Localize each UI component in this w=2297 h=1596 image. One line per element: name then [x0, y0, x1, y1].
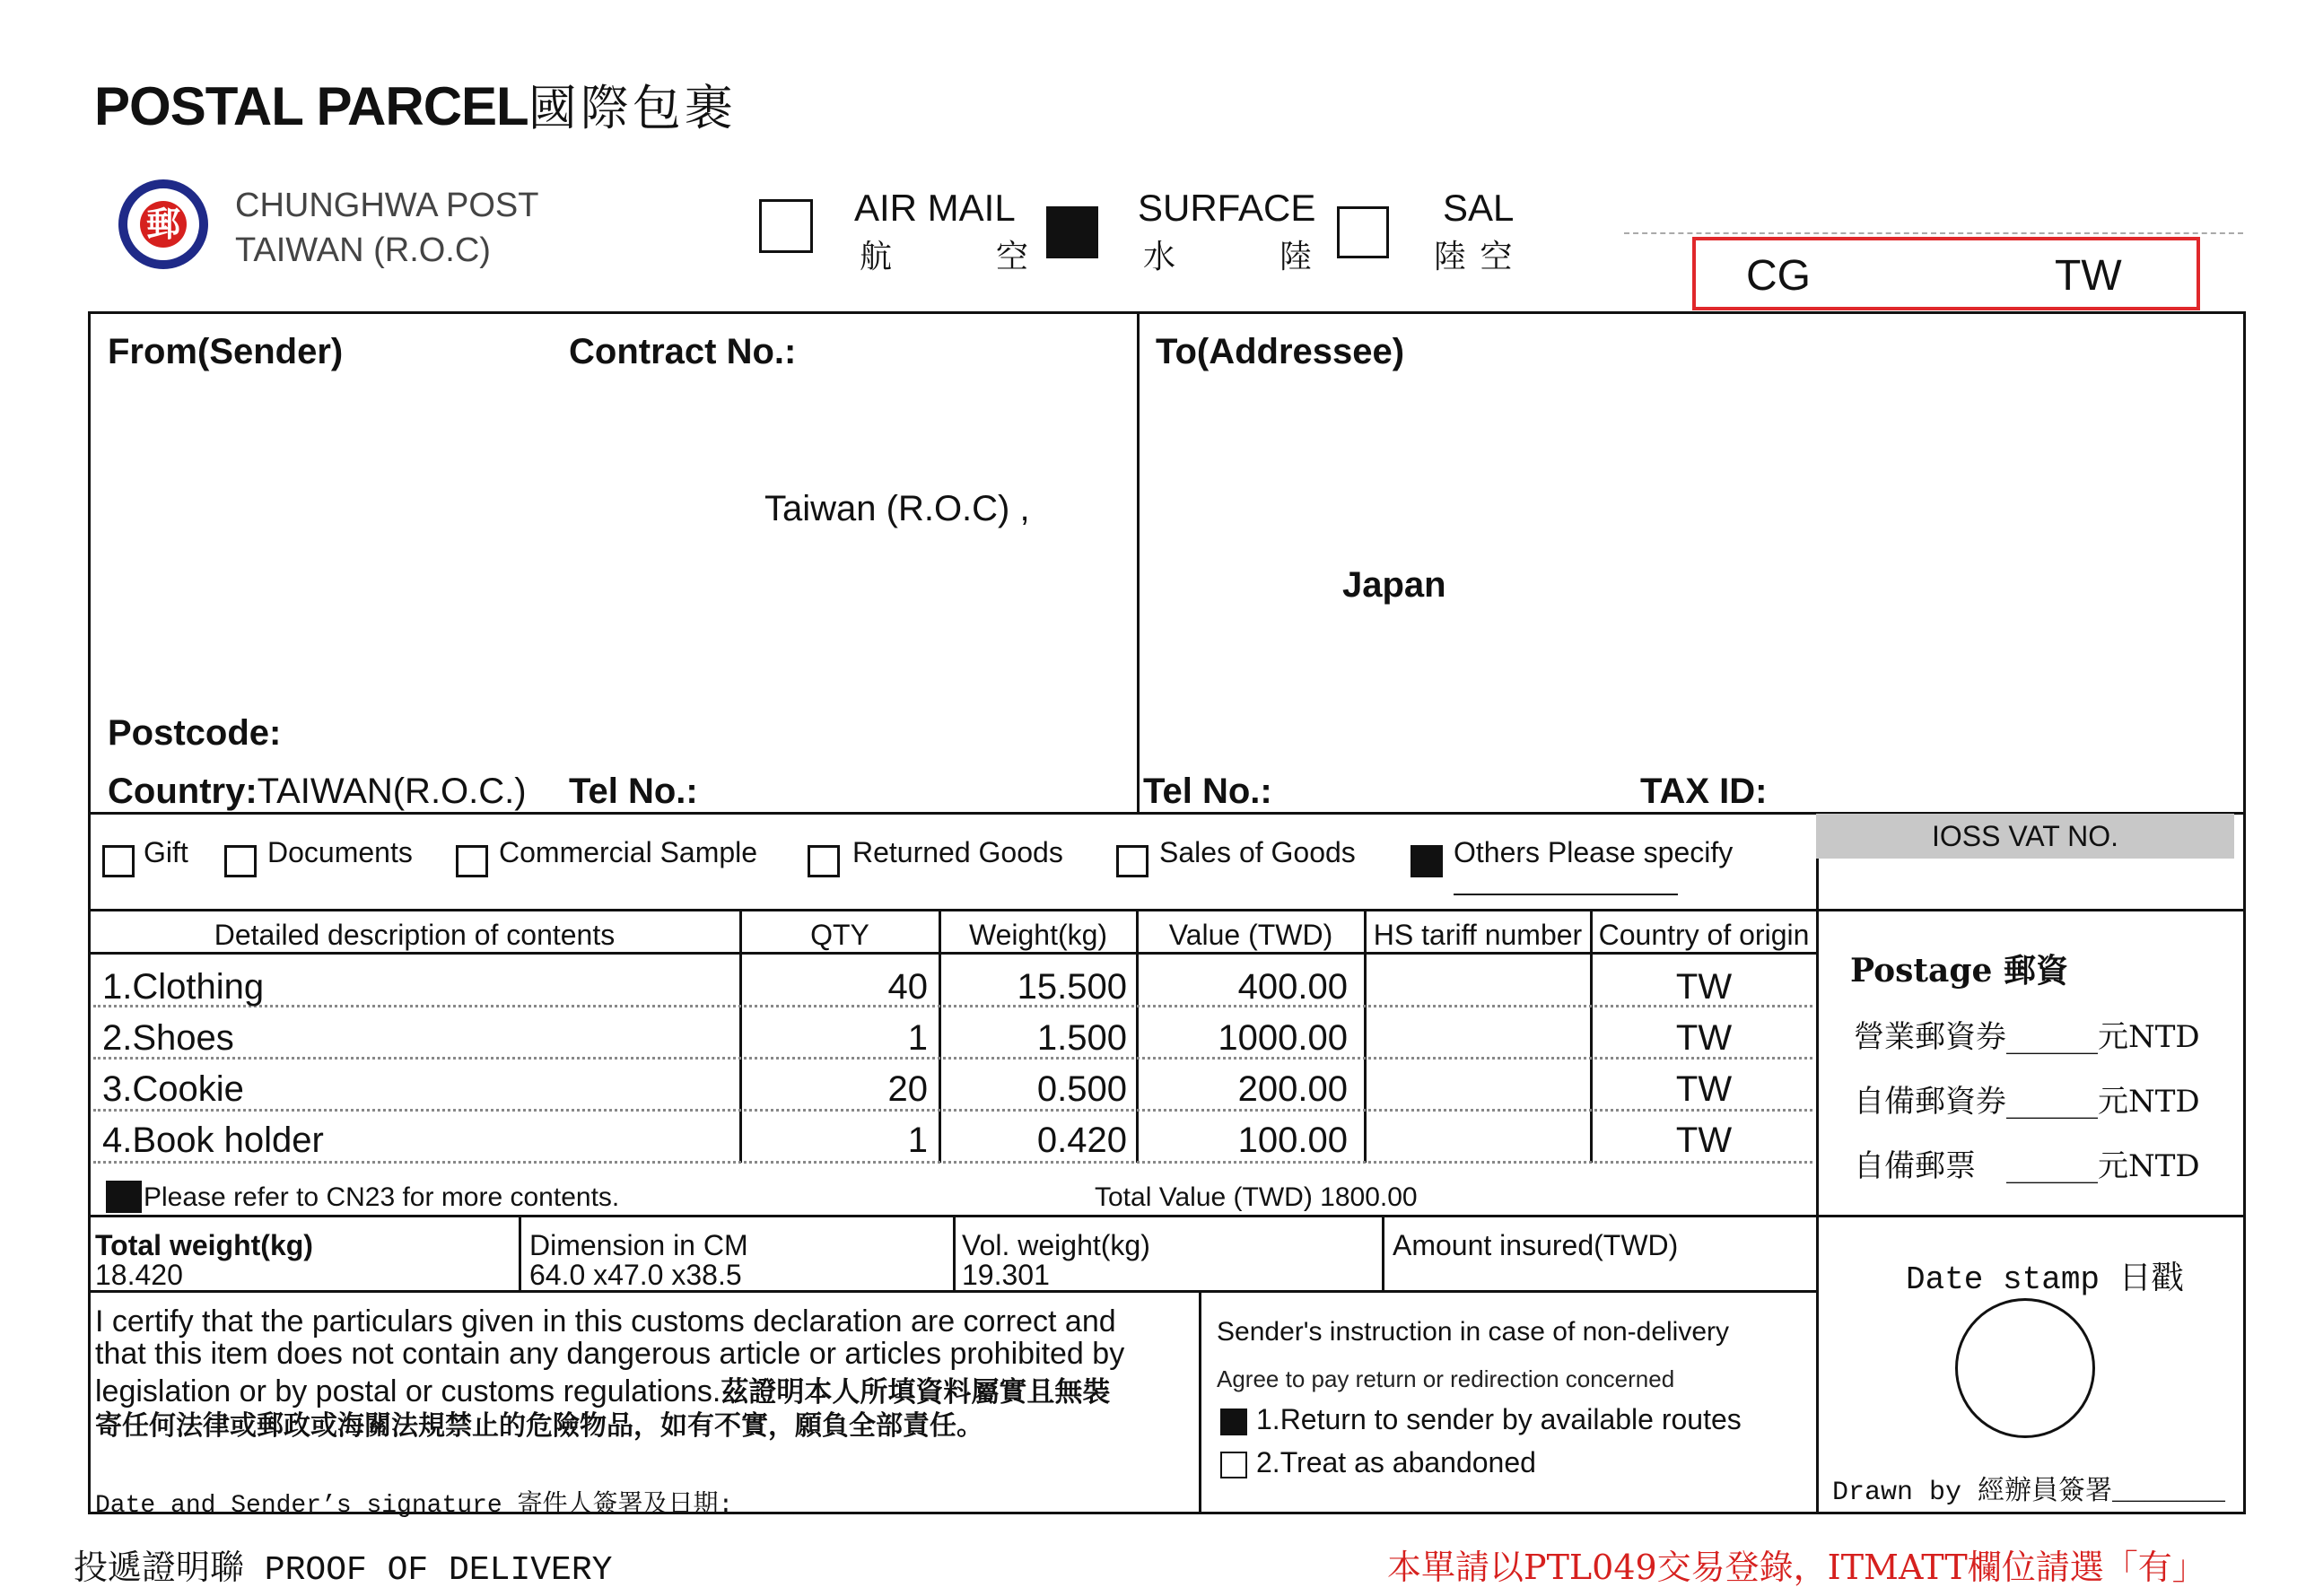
- sales-of-goods-checkbox[interactable]: [1116, 845, 1148, 877]
- row-value[interactable]: 400.00: [1237, 967, 1348, 1007]
- dimension-value[interactable]: 64.0 x47.0 x38.5: [529, 1259, 742, 1291]
- postage-line-3[interactable]: 自備郵票 ______元NTD: [1854, 1148, 2200, 1184]
- column-header-qty: QTY: [810, 919, 869, 951]
- country-value: TAIWAN(R.O.C.): [257, 772, 527, 811]
- documents-checkbox[interactable]: [224, 845, 257, 877]
- row-description[interactable]: 4.Book holder: [102, 1121, 324, 1160]
- date-stamp-circle[interactable]: [1955, 1298, 2095, 1438]
- airmail-checkbox[interactable]: [759, 199, 813, 253]
- commercial-sample-label: Commercial Sample: [499, 836, 758, 868]
- airmail-label: AIR MAIL: [854, 187, 1016, 229]
- tax-id-label: TAX ID:: [1640, 772, 1768, 811]
- row-qty[interactable]: 1: [907, 1121, 928, 1160]
- form-title: [94, 70, 737, 139]
- postage-line-1[interactable]: 營業郵資券______元NTD: [1854, 1019, 2200, 1055]
- total-value: Total Value (TWD) 1800.00: [1095, 1182, 1418, 1212]
- country-label: Country:: [108, 772, 258, 811]
- documents-label: Documents: [267, 836, 413, 868]
- row-value[interactable]: 100.00: [1237, 1121, 1348, 1160]
- postage-heading: Postage 郵資: [1850, 952, 2068, 990]
- row-weight[interactable]: 0.420: [1036, 1121, 1127, 1160]
- surface-checkbox[interactable]: [1046, 206, 1098, 258]
- instructions-heading: Sender's instruction in case of non-delivery: [1217, 1317, 1730, 1347]
- row-weight[interactable]: 15.500: [1017, 967, 1127, 1007]
- row-origin[interactable]: TW: [1675, 967, 1733, 1007]
- refer-cn23-note: Please refer to CN23 for more contents.: [144, 1182, 620, 1212]
- row-value[interactable]: 1000.00: [1218, 1018, 1348, 1058]
- row-qty[interactable]: 1: [907, 1018, 928, 1058]
- returned-goods-label: Returned Goods: [852, 836, 1063, 868]
- row-description[interactable]: 2.Shoes: [102, 1018, 234, 1058]
- treat-abandoned-label: 2.Treat as abandoned: [1256, 1446, 1536, 1478]
- form-title-en: POSTAL PARCEL: [94, 76, 528, 136]
- postcode-label: Postcode:: [108, 713, 282, 753]
- column-header-description: Detailed description of contents: [214, 919, 616, 951]
- sender-country: [108, 772, 527, 812]
- form-title-zh: 國際包裹: [528, 80, 737, 136]
- gift-checkbox[interactable]: [102, 845, 135, 877]
- sender-address-line[interactable]: Taiwan (R.O.C) ,: [764, 489, 1030, 528]
- returned-goods-checkbox[interactable]: [808, 845, 840, 877]
- others-specify-line[interactable]: [1454, 894, 1678, 895]
- logo-glyph: 郵: [140, 201, 187, 248]
- tracking-dashed-line: [1624, 232, 2243, 234]
- row-value[interactable]: 200.00: [1237, 1069, 1348, 1109]
- certify-line-1: I certify that the particulars given in this customs declaration are correct and: [95, 1304, 1116, 1339]
- row-description[interactable]: 3.Cookie: [102, 1069, 244, 1109]
- drawn-by-line[interactable]: Drawn by 經辦員簽署_______: [1832, 1478, 2226, 1508]
- chunghwa-post-logo-icon: [118, 179, 208, 269]
- tracking-prefix: CG: [1746, 252, 1811, 300]
- total-weight-value[interactable]: 18.420: [95, 1259, 183, 1291]
- return-to-sender-checkbox[interactable]: [1220, 1408, 1247, 1435]
- footer-instruction-note: 本單請以PTL049交易登錄，ITMATT欄位請選「有」: [1387, 1548, 2206, 1587]
- row-qty[interactable]: 20: [887, 1069, 928, 1109]
- row-weight[interactable]: 0.500: [1036, 1069, 1127, 1109]
- logo-text-line2: TAIWAN (R.O.C): [235, 231, 491, 269]
- vol-weight-label: Vol. weight(kg): [962, 1229, 1150, 1261]
- column-header-hs-tariff: HS tariff number: [1373, 919, 1583, 951]
- airmail-label-zh: 航 空: [860, 239, 1031, 275]
- surface-label-zh: 水 陸: [1143, 239, 1314, 275]
- addressee-tel-label: Tel No.:: [1143, 772, 1272, 811]
- sal-label-zh: 陸 空: [1434, 239, 1515, 275]
- row-weight[interactable]: 1.500: [1036, 1018, 1127, 1058]
- sales-of-goods-label: Sales of Goods: [1159, 836, 1356, 868]
- others-label: Others Please specify: [1454, 836, 1734, 868]
- dimension-label: Dimension in CM: [529, 1229, 748, 1261]
- row-origin[interactable]: TW: [1675, 1121, 1733, 1160]
- column-header-weight: Weight(kg): [968, 919, 1108, 951]
- total-weight-label: Total weight(kg): [95, 1229, 313, 1261]
- date-stamp-heading: Date stamp 日戳: [1906, 1261, 2184, 1298]
- column-header-value: Value (TWD): [1168, 919, 1333, 951]
- sal-label: SAL: [1443, 187, 1515, 229]
- vol-weight-value[interactable]: 19.301: [962, 1259, 1050, 1291]
- row-origin[interactable]: TW: [1675, 1069, 1733, 1109]
- row-description[interactable]: 1.Clothing: [102, 967, 265, 1007]
- amount-insured-label: Amount insured(TWD): [1393, 1229, 1679, 1261]
- postage-line-2[interactable]: 自備郵資券______元NTD: [1854, 1084, 2200, 1120]
- ioss-vat-label: IOSS VAT NO.: [1816, 814, 2234, 859]
- commercial-sample-checkbox[interactable]: [456, 845, 488, 877]
- sender-tel-label: Tel No.:: [569, 772, 698, 811]
- tracking-suffix: TW: [2055, 252, 2122, 300]
- addressee-country[interactable]: Japan: [1342, 565, 1446, 605]
- refer-cn23-checkbox[interactable]: [106, 1181, 142, 1213]
- instructions-sub: Agree to pay return or redirection concerned: [1217, 1365, 1675, 1392]
- sal-checkbox[interactable]: [1337, 206, 1389, 258]
- certify-line-2: that this item does not contain any dangerous article or articles prohibited by: [95, 1337, 1125, 1371]
- others-checkbox[interactable]: [1411, 845, 1443, 877]
- sender-signature-line[interactable]: Date and Sender’s signature 寄件人簽署及日期:____________________________: [95, 1492, 1156, 1520]
- proof-of-delivery-label: 投遞證明聯 PROOF OF DELIVERY: [74, 1551, 613, 1590]
- addressee-heading: To(Addressee): [1156, 332, 1405, 371]
- contract-no-label: Contract No.:: [569, 332, 797, 371]
- sender-heading: From(Sender): [108, 332, 344, 371]
- row-origin[interactable]: TW: [1675, 1018, 1733, 1058]
- treat-abandoned-checkbox[interactable]: [1220, 1452, 1247, 1478]
- certify-line-3-en: legislation or by postal or customs regulations.: [95, 1374, 721, 1408]
- column-header-origin: Country of origin: [1598, 919, 1810, 951]
- row-qty[interactable]: 40: [887, 967, 928, 1007]
- certify-line-3-zh: 茲證明本人所填資料屬實且無裝: [721, 1376, 1111, 1408]
- return-to-sender-label: 1.Return to sender by available routes: [1256, 1403, 1742, 1435]
- certify-line-4: 寄任何法律或郵政或海關法規禁止的危險物品，如有不實，願負全部責任。: [95, 1410, 983, 1442]
- tracking-number-box: [1692, 237, 2200, 310]
- surface-label: SURFACE: [1138, 187, 1316, 229]
- logo-text-line1: CHUNGHWA POST: [235, 187, 539, 224]
- gift-label: Gift: [144, 836, 188, 868]
